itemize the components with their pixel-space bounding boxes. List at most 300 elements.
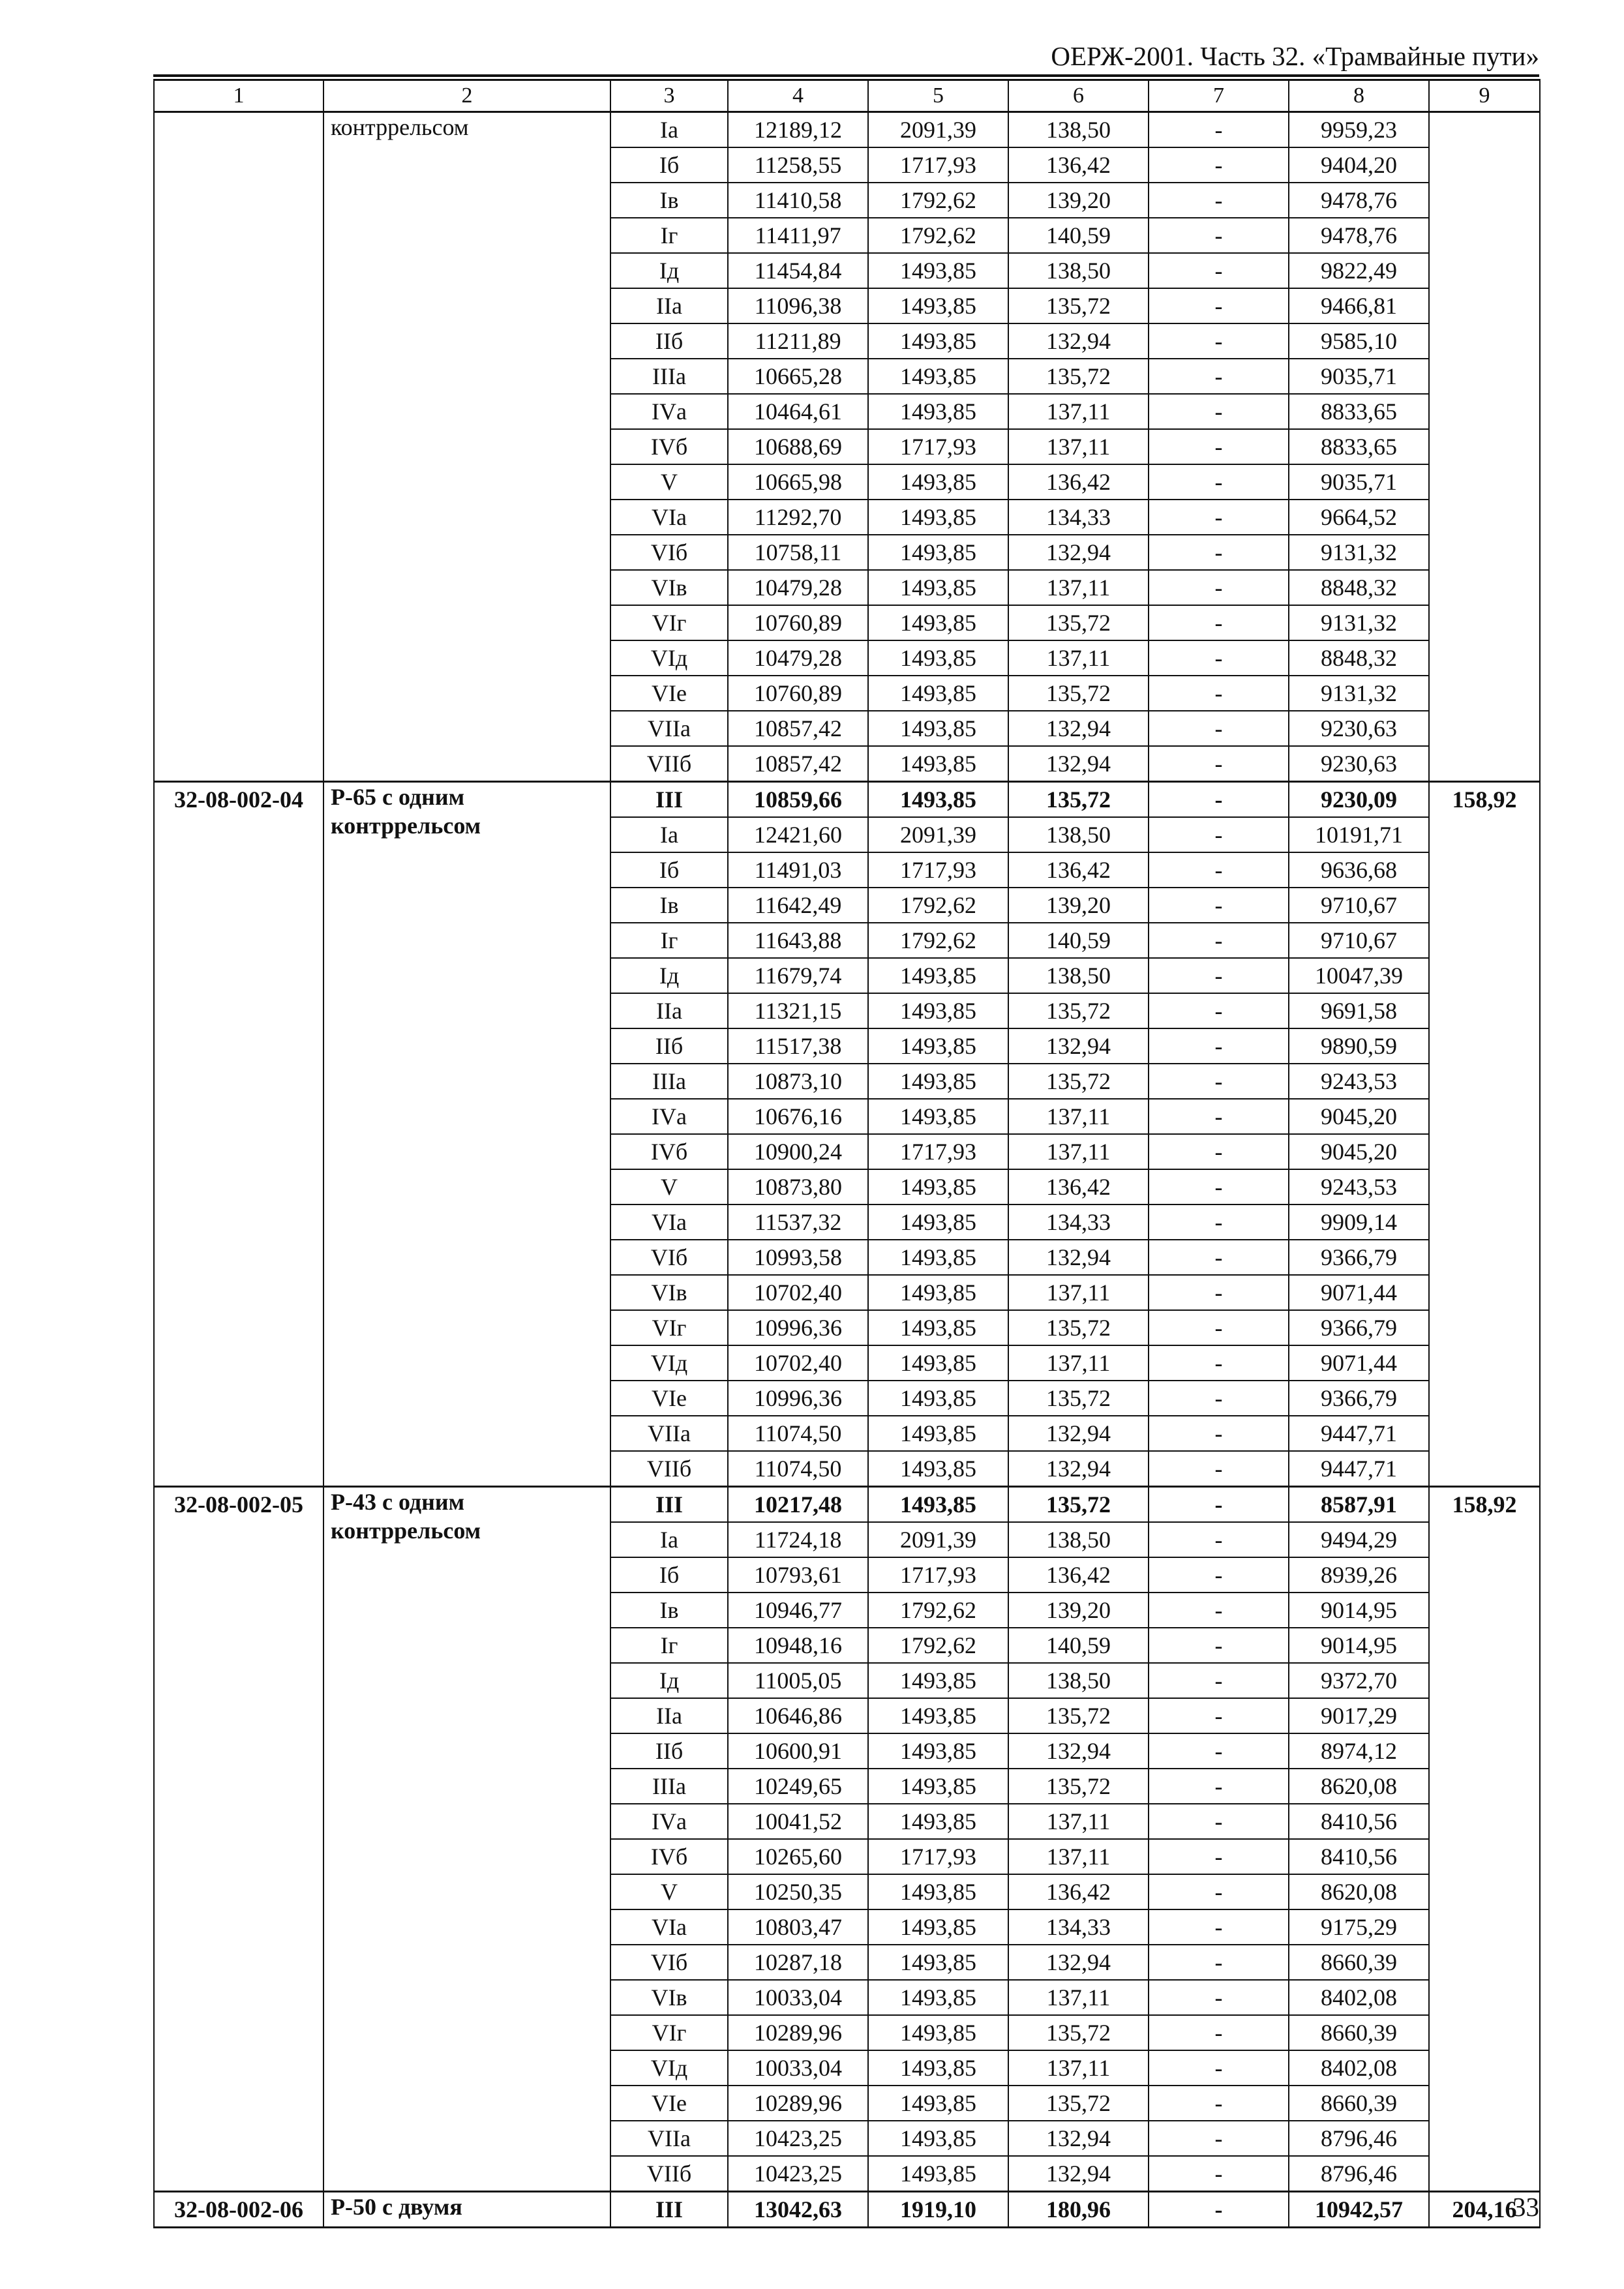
territory-category: VIд bbox=[610, 2050, 728, 2086]
territory-category: VIIа bbox=[610, 2121, 728, 2156]
total-cost: 10946,77 bbox=[728, 1593, 868, 1628]
total-cost: 10900,24 bbox=[728, 1134, 868, 1169]
territory-category: VIа bbox=[610, 1204, 728, 1240]
materials-cost: 8620,08 bbox=[1289, 1874, 1429, 1909]
column-number: 8 bbox=[1289, 80, 1429, 112]
wages: 1493,85 bbox=[868, 394, 1008, 429]
materials-cost: 9909,14 bbox=[1289, 1204, 1429, 1240]
materials-cost: 10191,71 bbox=[1289, 817, 1429, 852]
machine-cost: 180,96 bbox=[1008, 2192, 1149, 2228]
materials-cost: 8833,65 bbox=[1289, 394, 1429, 429]
materials-cost: 9014,95 bbox=[1289, 1628, 1429, 1663]
materials-cost: 9017,29 bbox=[1289, 1698, 1429, 1733]
total-cost: 10600,91 bbox=[728, 1733, 868, 1769]
territory-category: Iв bbox=[610, 183, 728, 218]
machinist-wages: - bbox=[1149, 993, 1289, 1028]
wages: 1493,85 bbox=[868, 1769, 1008, 1804]
wages: 2091,39 bbox=[868, 1522, 1008, 1557]
materials-cost: 9710,67 bbox=[1289, 888, 1429, 923]
machine-cost: 135,72 bbox=[1008, 676, 1149, 711]
machinist-wages: - bbox=[1149, 218, 1289, 253]
machine-cost: 132,94 bbox=[1008, 2121, 1149, 2156]
machinist-wages: - bbox=[1149, 1416, 1289, 1451]
total-cost: 11642,49 bbox=[728, 888, 868, 923]
total-cost: 10948,16 bbox=[728, 1628, 868, 1663]
wages: 1493,85 bbox=[868, 1945, 1008, 1980]
materials-cost: 8402,08 bbox=[1289, 1980, 1429, 2015]
total-cost: 10873,10 bbox=[728, 1064, 868, 1099]
materials-cost: 9710,67 bbox=[1289, 923, 1429, 958]
total-cost: 11321,15 bbox=[728, 993, 868, 1028]
territory-category: IIа bbox=[610, 993, 728, 1028]
territory-category: IVа bbox=[610, 394, 728, 429]
territory-category: VIе bbox=[610, 1381, 728, 1416]
total-cost: 11074,50 bbox=[728, 1416, 868, 1451]
total-cost: 10702,40 bbox=[728, 1345, 868, 1381]
machinist-wages: - bbox=[1149, 1593, 1289, 1628]
machinist-wages: - bbox=[1149, 429, 1289, 464]
running-header: ОЕРЖ-2001. Часть 32. «Трамвайные пути» bbox=[1051, 41, 1539, 71]
materials-cost: 9466,81 bbox=[1289, 288, 1429, 323]
materials-cost: 8660,39 bbox=[1289, 2086, 1429, 2121]
territory-category: IVб bbox=[610, 1134, 728, 1169]
total-cost: 10758,11 bbox=[728, 535, 868, 570]
machinist-wages: - bbox=[1149, 323, 1289, 359]
territory-category: III bbox=[610, 782, 728, 818]
wages: 1493,85 bbox=[868, 676, 1008, 711]
machinist-wages: - bbox=[1149, 1804, 1289, 1839]
description-line: контррельсом bbox=[331, 1518, 481, 1544]
territory-category: IIб bbox=[610, 1733, 728, 1769]
territory-category: VIIб bbox=[610, 1451, 728, 1487]
table-body bbox=[154, 80, 1540, 2228]
description-line: контррельсом bbox=[331, 114, 469, 140]
machine-cost: 139,20 bbox=[1008, 1593, 1149, 1628]
machinist-wages: - bbox=[1149, 888, 1289, 923]
total-cost: 10760,89 bbox=[728, 676, 868, 711]
wages: 2091,39 bbox=[868, 817, 1008, 852]
machinist-wages: - bbox=[1149, 1557, 1289, 1593]
total-cost: 10803,47 bbox=[728, 1909, 868, 1945]
machine-cost: 132,94 bbox=[1008, 1451, 1149, 1487]
total-cost: 10873,80 bbox=[728, 1169, 868, 1204]
territory-category: VIе bbox=[610, 676, 728, 711]
wages: 1792,62 bbox=[868, 1628, 1008, 1663]
materials-cost: 8660,39 bbox=[1289, 1945, 1429, 1980]
territory-category: VIг bbox=[610, 1310, 728, 1345]
wages: 1792,62 bbox=[868, 183, 1008, 218]
territory-category: VIг bbox=[610, 2015, 728, 2050]
machine-cost: 135,72 bbox=[1008, 1064, 1149, 1099]
machinist-wages: - bbox=[1149, 852, 1289, 888]
materials-cost: 8848,32 bbox=[1289, 570, 1429, 605]
materials-cost: 9035,71 bbox=[1289, 464, 1429, 500]
wages: 1493,85 bbox=[868, 570, 1008, 605]
header-rule bbox=[153, 74, 1539, 77]
wages: 1493,85 bbox=[868, 1416, 1008, 1451]
materials-cost: 9366,79 bbox=[1289, 1381, 1429, 1416]
total-cost: 10859,66 bbox=[728, 782, 868, 818]
total-cost: 10289,96 bbox=[728, 2015, 868, 2050]
machine-cost: 137,11 bbox=[1008, 1345, 1149, 1381]
machinist-wages: - bbox=[1149, 1980, 1289, 2015]
machinist-wages: - bbox=[1149, 1099, 1289, 1134]
total-cost: 10996,36 bbox=[728, 1381, 868, 1416]
materials-cost: 9404,20 bbox=[1289, 147, 1429, 183]
total-cost: 11096,38 bbox=[728, 288, 868, 323]
territory-category: IIб bbox=[610, 1028, 728, 1064]
territory-category: V bbox=[610, 464, 728, 500]
materials-cost: 8796,46 bbox=[1289, 2121, 1429, 2156]
machine-cost: 135,72 bbox=[1008, 1310, 1149, 1345]
machine-cost: 136,42 bbox=[1008, 1557, 1149, 1593]
total-cost: 11454,84 bbox=[728, 253, 868, 288]
materials-cost: 9071,44 bbox=[1289, 1345, 1429, 1381]
machine-cost: 137,11 bbox=[1008, 1099, 1149, 1134]
machine-cost: 138,50 bbox=[1008, 253, 1149, 288]
wages: 1717,93 bbox=[868, 147, 1008, 183]
machine-cost: 132,94 bbox=[1008, 535, 1149, 570]
total-cost: 11005,05 bbox=[728, 1663, 868, 1698]
labor-hours: 204,16 bbox=[1429, 2192, 1540, 2228]
machinist-wages: - bbox=[1149, 1945, 1289, 1980]
machine-cost: 135,72 bbox=[1008, 993, 1149, 1028]
machinist-wages: - bbox=[1149, 1381, 1289, 1416]
machinist-wages: - bbox=[1149, 1169, 1289, 1204]
materials-cost: 9035,71 bbox=[1289, 359, 1429, 394]
materials-cost: 9071,44 bbox=[1289, 1275, 1429, 1310]
materials-cost: 9366,79 bbox=[1289, 1310, 1429, 1345]
machinist-wages: - bbox=[1149, 1839, 1289, 1874]
territory-category: VIIа bbox=[610, 1416, 728, 1451]
machine-cost: 135,72 bbox=[1008, 359, 1149, 394]
total-cost: 11410,58 bbox=[728, 183, 868, 218]
total-cost: 11679,74 bbox=[728, 958, 868, 993]
description-line: Р-50 с двумя bbox=[331, 2194, 462, 2220]
wages: 1493,85 bbox=[868, 1240, 1008, 1275]
total-cost: 10423,25 bbox=[728, 2121, 868, 2156]
materials-cost: 9822,49 bbox=[1289, 253, 1429, 288]
machine-cost: 135,72 bbox=[1008, 1769, 1149, 1804]
machine-cost: 132,94 bbox=[1008, 711, 1149, 746]
materials-cost: 8587,91 bbox=[1289, 1487, 1429, 1523]
territory-category: VIе bbox=[610, 2086, 728, 2121]
territory-category: Iв bbox=[610, 1593, 728, 1628]
total-cost: 10250,35 bbox=[728, 1874, 868, 1909]
total-cost: 10287,18 bbox=[728, 1945, 868, 1980]
machinist-wages: - bbox=[1149, 500, 1289, 535]
machine-cost: 132,94 bbox=[1008, 1945, 1149, 1980]
column-number: 2 bbox=[323, 80, 610, 112]
machine-cost: 132,94 bbox=[1008, 323, 1149, 359]
territory-category: Iд bbox=[610, 253, 728, 288]
wages: 1493,85 bbox=[868, 359, 1008, 394]
wages: 1493,85 bbox=[868, 1275, 1008, 1310]
wages: 1493,85 bbox=[868, 2086, 1008, 2121]
materials-cost: 9636,68 bbox=[1289, 852, 1429, 888]
wages: 1493,85 bbox=[868, 2015, 1008, 2050]
materials-cost: 8833,65 bbox=[1289, 429, 1429, 464]
territory-category: IIIа bbox=[610, 1064, 728, 1099]
territory-category: IIб bbox=[610, 323, 728, 359]
work-description bbox=[323, 112, 610, 782]
machine-cost: 137,11 bbox=[1008, 1804, 1149, 1839]
territory-category: IIа bbox=[610, 1698, 728, 1733]
territory-category: VIд bbox=[610, 640, 728, 676]
total-cost: 11292,70 bbox=[728, 500, 868, 535]
materials-cost: 8620,08 bbox=[1289, 1769, 1429, 1804]
total-cost: 10289,96 bbox=[728, 2086, 868, 2121]
machine-cost: 134,33 bbox=[1008, 500, 1149, 535]
materials-cost: 9447,71 bbox=[1289, 1416, 1429, 1451]
machinist-wages: - bbox=[1149, 1310, 1289, 1345]
description-line: Р-43 с одним bbox=[331, 1489, 465, 1515]
total-cost: 10993,58 bbox=[728, 1240, 868, 1275]
total-cost: 10857,42 bbox=[728, 711, 868, 746]
total-cost: 10793,61 bbox=[728, 1557, 868, 1593]
machine-cost: 135,72 bbox=[1008, 2015, 1149, 2050]
rate-code: 32-08-002-05 bbox=[154, 1487, 323, 2192]
machinist-wages: - bbox=[1149, 1663, 1289, 1698]
machinist-wages: - bbox=[1149, 2015, 1289, 2050]
table-row bbox=[154, 782, 1540, 818]
machine-cost: 137,11 bbox=[1008, 570, 1149, 605]
machine-cost: 138,50 bbox=[1008, 112, 1149, 148]
wages: 1792,62 bbox=[868, 1593, 1008, 1628]
total-cost: 11724,18 bbox=[728, 1522, 868, 1557]
total-cost: 11517,38 bbox=[728, 1028, 868, 1064]
total-cost: 10479,28 bbox=[728, 570, 868, 605]
total-cost: 10646,86 bbox=[728, 1698, 868, 1733]
wages: 1493,85 bbox=[868, 500, 1008, 535]
territory-category: VIг bbox=[610, 605, 728, 640]
table-row bbox=[154, 1487, 1540, 1523]
machine-cost: 136,42 bbox=[1008, 464, 1149, 500]
territory-category: Iа bbox=[610, 817, 728, 852]
wages: 1493,85 bbox=[868, 1381, 1008, 1416]
column-number: 5 bbox=[868, 80, 1008, 112]
machine-cost: 132,94 bbox=[1008, 1028, 1149, 1064]
wages: 1493,85 bbox=[868, 1310, 1008, 1345]
total-cost: 10041,52 bbox=[728, 1804, 868, 1839]
machinist-wages: - bbox=[1149, 958, 1289, 993]
machinist-wages: - bbox=[1149, 2121, 1289, 2156]
wages: 1493,85 bbox=[868, 1451, 1008, 1487]
territory-category: Iд bbox=[610, 1663, 728, 1698]
materials-cost: 9585,10 bbox=[1289, 323, 1429, 359]
total-cost: 10033,04 bbox=[728, 1980, 868, 2015]
machine-cost: 137,11 bbox=[1008, 1275, 1149, 1310]
labor-hours: 158,92 bbox=[1429, 1487, 1540, 2192]
machinist-wages: - bbox=[1149, 147, 1289, 183]
territory-category: VIб bbox=[610, 535, 728, 570]
machinist-wages: - bbox=[1149, 1628, 1289, 1663]
machinist-wages: - bbox=[1149, 1733, 1289, 1769]
total-cost: 10464,61 bbox=[728, 394, 868, 429]
column-number: 6 bbox=[1008, 80, 1149, 112]
machinist-wages: - bbox=[1149, 2192, 1289, 2228]
materials-cost: 8402,08 bbox=[1289, 2050, 1429, 2086]
territory-category: VIв bbox=[610, 570, 728, 605]
territory-category: Iг bbox=[610, 923, 728, 958]
materials-cost: 8410,56 bbox=[1289, 1804, 1429, 1839]
territory-category: VIIб bbox=[610, 2156, 728, 2192]
materials-cost: 9494,29 bbox=[1289, 1522, 1429, 1557]
machinist-wages: - bbox=[1149, 1874, 1289, 1909]
machine-cost: 134,33 bbox=[1008, 1909, 1149, 1945]
total-cost: 10249,65 bbox=[728, 1769, 868, 1804]
machinist-wages: - bbox=[1149, 1698, 1289, 1733]
wages: 1493,85 bbox=[868, 1698, 1008, 1733]
total-cost: 10996,36 bbox=[728, 1310, 868, 1345]
machinist-wages: - bbox=[1149, 817, 1289, 852]
machine-cost: 136,42 bbox=[1008, 1169, 1149, 1204]
materials-cost: 9447,71 bbox=[1289, 1451, 1429, 1487]
machine-cost: 135,72 bbox=[1008, 605, 1149, 640]
machinist-wages: - bbox=[1149, 1487, 1289, 1523]
total-cost: 10688,69 bbox=[728, 429, 868, 464]
machinist-wages: - bbox=[1149, 1028, 1289, 1064]
wages: 1493,85 bbox=[868, 605, 1008, 640]
territory-category: III bbox=[610, 2192, 728, 2228]
wages: 1792,62 bbox=[868, 888, 1008, 923]
total-cost: 10265,60 bbox=[728, 1839, 868, 1874]
description-line: контррельсом bbox=[331, 813, 481, 839]
wages: 1493,85 bbox=[868, 711, 1008, 746]
wages: 1717,93 bbox=[868, 1134, 1008, 1169]
wages: 1493,85 bbox=[868, 1733, 1008, 1769]
materials-cost: 9478,76 bbox=[1289, 183, 1429, 218]
territory-category: IIIа bbox=[610, 1769, 728, 1804]
wages: 1493,85 bbox=[868, 993, 1008, 1028]
table-row bbox=[154, 112, 1540, 148]
total-cost: 10423,25 bbox=[728, 2156, 868, 2192]
machinist-wages: - bbox=[1149, 288, 1289, 323]
machine-cost: 138,50 bbox=[1008, 1663, 1149, 1698]
materials-cost: 9890,59 bbox=[1289, 1028, 1429, 1064]
rate-code bbox=[154, 112, 323, 782]
machine-cost: 135,72 bbox=[1008, 1381, 1149, 1416]
wages: 2091,39 bbox=[868, 112, 1008, 148]
machine-cost: 138,50 bbox=[1008, 958, 1149, 993]
materials-cost: 8796,46 bbox=[1289, 2156, 1429, 2192]
materials-cost: 9014,95 bbox=[1289, 1593, 1429, 1628]
total-cost: 12189,12 bbox=[728, 112, 868, 148]
materials-cost: 9664,52 bbox=[1289, 500, 1429, 535]
machine-cost: 138,50 bbox=[1008, 817, 1149, 852]
machinist-wages: - bbox=[1149, 183, 1289, 218]
wages: 1493,85 bbox=[868, 2156, 1008, 2192]
machinist-wages: - bbox=[1149, 394, 1289, 429]
price-table bbox=[153, 79, 1541, 2228]
machinist-wages: - bbox=[1149, 746, 1289, 782]
materials-cost: 8848,32 bbox=[1289, 640, 1429, 676]
machinist-wages: - bbox=[1149, 112, 1289, 148]
rate-code: 32-08-002-04 bbox=[154, 782, 323, 1487]
territory-category: Iв bbox=[610, 888, 728, 923]
machinist-wages: - bbox=[1149, 1522, 1289, 1557]
wages: 1493,85 bbox=[868, 1099, 1008, 1134]
wages: 1792,62 bbox=[868, 923, 1008, 958]
wages: 1493,85 bbox=[868, 1204, 1008, 1240]
total-cost: 10665,98 bbox=[728, 464, 868, 500]
machine-cost: 135,72 bbox=[1008, 782, 1149, 818]
machine-cost: 132,94 bbox=[1008, 746, 1149, 782]
materials-cost: 9131,32 bbox=[1289, 535, 1429, 570]
materials-cost: 8410,56 bbox=[1289, 1839, 1429, 1874]
machinist-wages: - bbox=[1149, 1204, 1289, 1240]
total-cost: 10479,28 bbox=[728, 640, 868, 676]
machine-cost: 139,20 bbox=[1008, 183, 1149, 218]
column-number: 7 bbox=[1149, 80, 1289, 112]
materials-cost: 9045,20 bbox=[1289, 1134, 1429, 1169]
wages: 1493,85 bbox=[868, 464, 1008, 500]
machine-cost: 137,11 bbox=[1008, 394, 1149, 429]
territory-category: V bbox=[610, 1874, 728, 1909]
machine-cost: 138,50 bbox=[1008, 1522, 1149, 1557]
machine-cost: 132,94 bbox=[1008, 2156, 1149, 2192]
wages: 1493,85 bbox=[868, 1663, 1008, 1698]
materials-cost: 10942,57 bbox=[1289, 2192, 1429, 2228]
materials-cost: 9959,23 bbox=[1289, 112, 1429, 148]
materials-cost: 9366,79 bbox=[1289, 1240, 1429, 1275]
wages: 1493,85 bbox=[868, 253, 1008, 288]
wages: 1717,93 bbox=[868, 1557, 1008, 1593]
total-cost: 10702,40 bbox=[728, 1275, 868, 1310]
machinist-wages: - bbox=[1149, 2156, 1289, 2192]
materials-cost: 9131,32 bbox=[1289, 676, 1429, 711]
total-cost: 11643,88 bbox=[728, 923, 868, 958]
materials-cost: 9230,63 bbox=[1289, 711, 1429, 746]
machine-cost: 132,94 bbox=[1008, 1240, 1149, 1275]
work-description bbox=[323, 782, 610, 1487]
machinist-wages: - bbox=[1149, 605, 1289, 640]
labor-hours: 158,92 bbox=[1429, 782, 1540, 1487]
wages: 1493,85 bbox=[868, 323, 1008, 359]
materials-cost: 9175,29 bbox=[1289, 1909, 1429, 1945]
wages: 1493,85 bbox=[868, 1169, 1008, 1204]
materials-cost: 9478,76 bbox=[1289, 218, 1429, 253]
machinist-wages: - bbox=[1149, 782, 1289, 818]
materials-cost: 9230,63 bbox=[1289, 746, 1429, 782]
materials-cost: 9045,20 bbox=[1289, 1099, 1429, 1134]
total-cost: 10676,16 bbox=[728, 1099, 868, 1134]
territory-category: Iа bbox=[610, 112, 728, 148]
machine-cost: 136,42 bbox=[1008, 852, 1149, 888]
machinist-wages: - bbox=[1149, 1909, 1289, 1945]
wages: 1493,85 bbox=[868, 1345, 1008, 1381]
territory-category: Iб bbox=[610, 1557, 728, 1593]
total-cost: 11411,97 bbox=[728, 218, 868, 253]
territory-category: VIа bbox=[610, 500, 728, 535]
territory-category: IVб bbox=[610, 1839, 728, 1874]
wages: 1717,93 bbox=[868, 1839, 1008, 1874]
total-cost: 11537,32 bbox=[728, 1204, 868, 1240]
machine-cost: 135,72 bbox=[1008, 1487, 1149, 1523]
machinist-wages: - bbox=[1149, 640, 1289, 676]
machinist-wages: - bbox=[1149, 570, 1289, 605]
column-number: 9 bbox=[1429, 80, 1540, 112]
machinist-wages: - bbox=[1149, 1134, 1289, 1169]
territory-category: Iб bbox=[610, 147, 728, 183]
labor-hours bbox=[1429, 112, 1540, 782]
machinist-wages: - bbox=[1149, 359, 1289, 394]
territory-category: VIIб bbox=[610, 746, 728, 782]
materials-cost: 8939,26 bbox=[1289, 1557, 1429, 1593]
wages: 1493,85 bbox=[868, 640, 1008, 676]
territory-category: V bbox=[610, 1169, 728, 1204]
machinist-wages: - bbox=[1149, 253, 1289, 288]
